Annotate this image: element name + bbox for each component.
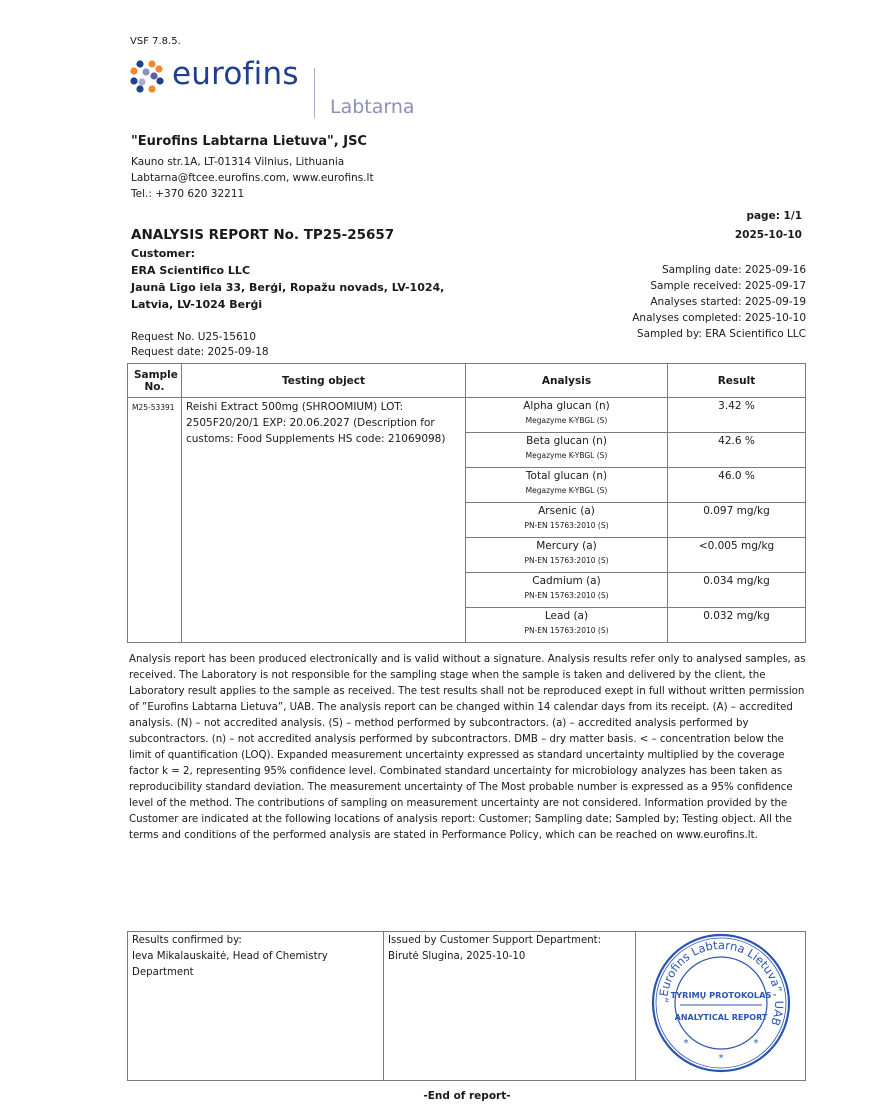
table-header-row [128,364,806,398]
confirmed-label: Results confirmed by: [132,935,242,946]
result-value: <0.005 mg/kg [668,538,806,573]
brand-wordmark: eurofins [172,56,299,92]
analyses-started: Analyses started: 2025-09-19 [650,296,806,308]
request-no: Request No. U25-15610 [131,331,256,343]
logo-divider [314,68,315,118]
stamp-cell [636,932,806,1081]
header-sample-no: Sample No. [128,364,182,398]
issued-name: Birutė Slugina, 2025-10-10 [388,951,526,962]
sample-received: Sample received: 2025-09-17 [650,280,806,292]
sample-number: M25-53391 [128,398,182,643]
analysis-cell [466,468,668,503]
analysis-name: Alpha glucan (n) [523,400,610,412]
brand-sub: Labtarna [330,96,415,118]
customer-block [131,245,444,313]
customer-label: Customer: [131,247,196,260]
company-contact: Labtarna@ftcee.eurofins.com, www.eurofins.lt [131,172,374,184]
analysis-name: Arsenic (a) [538,505,595,517]
result-value: 46.0 % [668,468,806,503]
results-table [127,363,806,643]
disclaimer-text: Analysis report has been produced electronically and is valid without a signature. Analysis results refer only to analysed samples, as received. The Laboratory is not responsible for the sampling stage when the sample is taken and delivered by the client, the Laboratory result applies to the sample as received. The test results shall not be reproduced exept in full without written permission of ”Eurofins Labtarna Lietuva”, UAB. The analysis report can be changed within 14 calendar days from its receipt. (A) – accredited analysis. (N) – not accredited analysis. (S) – method performed by subcontractors. (a) – accredited analysis performed by subcontractors. (n) – not accredited analysis performed by subcontractors. DMB – dry matter basis. < – concentration below the limit of quantification (LOQ). Expanded measurement uncertainty expressed as standard uncertainty multiplied by the coverage factor k = 2, representing 95% confidence level. Combinated standard uncertainty for microbiology analyzes has been taken as reproducibility standard deviation. The measurement uncertainty of The Most probable number is expressed as a 95% confidence level of the method. The contributions of sampling on measurement uncertainty are not considered. Information provided by the Customer are indicated at the following locations of analysis report: Customer; Sampling date; Sampled by; Testing object. All the terms and conditions of the performed analysis are stated in Performance Policy, which can be reached on www.eurofins.lt. [129,654,806,841]
analysis-name: Lead (a) [544,610,589,622]
sampling-date: Sampling date: 2025-09-16 [661,264,806,276]
eurofins-logo-icon [130,60,168,94]
result-value: 42.6 % [668,433,806,468]
results-confirmed-cell [128,932,384,1081]
page-number: page: 1/1 [746,210,802,222]
header-result: Result [668,364,806,398]
stamp-star-bottom: * [718,1053,723,1064]
analysis-cell [466,503,668,538]
analysis-cell [466,608,668,643]
analysis-cell [466,573,668,608]
stamp-star-left: * [683,1038,688,1049]
stamp-ring-text: „Eurofins Labtarna Lietuva”, UAB [655,937,786,1028]
sampled-by: Sampled by: ERA Scientifico LLC [636,328,806,340]
analysis-cell [466,398,668,433]
analysis-cell [466,433,668,468]
result-value: 0.097 mg/kg [668,503,806,538]
analysis-method: Megazyme K-YBGL (S) [525,486,608,495]
result-value: 3.42 % [668,398,806,433]
result-value: 0.034 mg/kg [668,573,806,608]
company-address: Kauno str.1A, LT-01314 Vilnius, Lithuania [131,156,345,168]
issued-label: Issued by Customer Support Department: [388,935,602,946]
analysis-name: Total glucan (n) [525,470,608,482]
analysis-cell [466,538,668,573]
request-date: Request date: 2025-09-18 [131,346,269,358]
analysis-name: Beta glucan (n) [526,435,607,447]
confirmed-name: Ieva Mikalauskaitė, Head of Chemistry Department [132,951,328,978]
request-block [131,330,269,360]
stamp-star-right: * [753,1038,758,1049]
end-of-report: -End of report- [423,1090,511,1102]
analyses-completed: Analyses completed: 2025-10-10 [632,312,806,324]
stamp-line-2: ANALYTICAL REPORT [674,1013,767,1022]
analysis-method: PN-EN 15763:2010 (S) [524,521,609,530]
customer-name: ERA Scientifico LLC [131,264,251,277]
analysis-method: PN-EN 15763:2010 (S) [524,626,609,635]
company-phone: Tel.: +370 620 32211 [131,188,245,200]
dates-block [632,262,806,342]
analysis-name: Cadmium (a) [532,575,601,587]
analysis-method: Megazyme K-YBGL (S) [525,451,608,460]
form-version: VSF 7.8.5. [130,36,181,47]
analysis-name: Mercury (a) [536,540,597,552]
analysis-method: PN-EN 15763:2010 (S) [524,591,609,600]
lab-stamp-icon [650,932,792,1074]
analysis-method: PN-EN 15763:2010 (S) [524,556,609,565]
page-info [735,207,802,245]
analysis-method: Megazyme K-YBGL (S) [525,416,608,425]
issued-by-cell [384,932,636,1081]
report-date: 2025-10-10 [734,229,802,241]
report-title: ANALYSIS REPORT No. TP25-25657 [131,227,395,243]
header-testing-object: Testing object [182,364,466,398]
header-analysis: Analysis [466,364,668,398]
company-name: "Eurofins Labtarna Lietuva", JSC [131,134,367,149]
stamp-line-1: TYRIMŲ PROTOKOLAS [670,990,771,1000]
customer-address-2: Latvia, LV-1024 Berģi [131,298,263,311]
testing-object: Reishi Extract 500mg (SHROOMIUM) LOT: 2505F20/20/1 EXP: 20.06.2027 (Description for customs: Food Supplements HS code: 21069098) [182,398,466,643]
table-row [128,398,806,433]
signature-table [127,931,806,1081]
customer-address-1: Jaunā Līgo iela 33, Berģi, Ropažu novads, LV-1024, [131,281,445,294]
result-value: 0.032 mg/kg [668,608,806,643]
